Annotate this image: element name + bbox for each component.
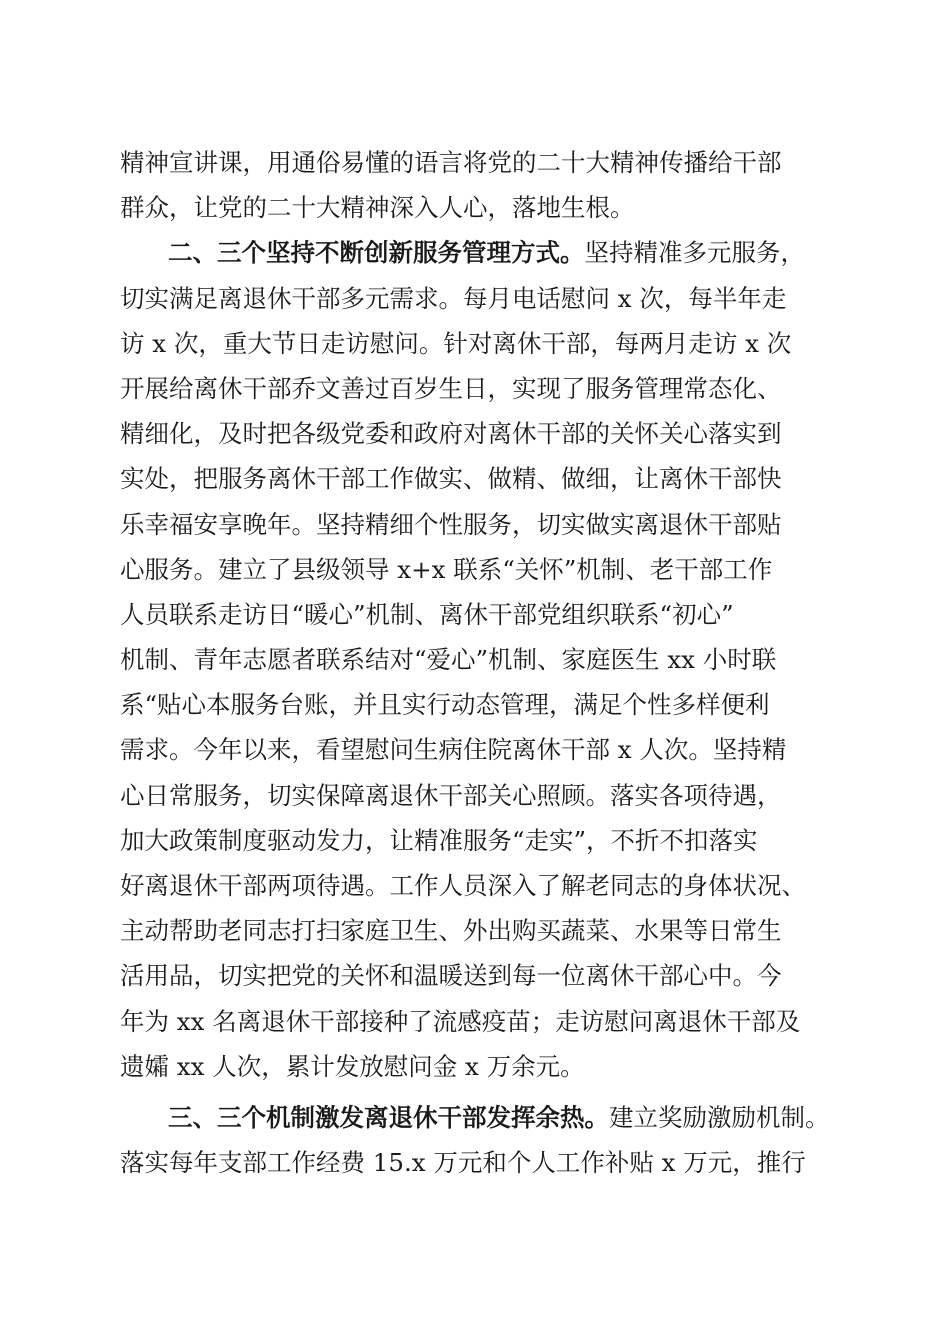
section3-heading: 三、三个机制激发离退休干部发挥余热。 (168, 1102, 609, 1132)
section2-line-9: 机制、青年志愿者联系结对“爱心”机制、家庭医生 xx 小时联 (120, 645, 777, 675)
intro-line-1: 精神宣讲课，用通俗易懂的语言将党的二十大精神传播给干部 (120, 148, 782, 177)
intro-line-2: 群众，让党的二十大精神深入人心，落地生根。 (120, 193, 635, 223)
section2-line-7: 心服务。建立了县级领导 x+x 联系“关怀”机制、老干部工作 (120, 554, 773, 584)
section2-line-2: 访 x 次，重大节日走访慰问。针对离休干部，每两月走访 x 次 (120, 328, 792, 358)
section2-line-13: 加大政策制度驱动发力，让精准服务“走实”，不折不扣落实 (120, 825, 758, 855)
section2-line-17: 年为 xx 名离退休干部接种了流感疫苗；走访慰问离退休干部及 (120, 1006, 801, 1036)
section2-line-15: 主动帮助老同志打扫家庭卫生、外出购买蔬菜、水果等日常生 (120, 916, 782, 946)
section2-line-4: 精细化，及时把各级党委和政府对离休干部的关怀关心落实到 (120, 419, 782, 449)
section2-first-line-text: 坚持精准多元服务， (584, 238, 805, 268)
section3-line-1: 落实每年支部工作经费 15.x 万元和个人工作补贴 x 万元，推行 (120, 1148, 806, 1178)
section2-line-18: 遗孀 xx 人次，累计发放慰问金 x 万余元。 (120, 1051, 585, 1081)
section2-line-3: 开展给离休干部乔文善过百岁生日，实现了服务管理常态化、 (120, 373, 782, 403)
section2-first-line (120, 230, 840, 275)
section3-first-line (120, 1095, 840, 1140)
section2-line-16: 活用品，切实把党的关怀和温暖送到每一位离休干部心中。今 (120, 961, 782, 991)
section2-line-12: 心日常服务，切实保障离退休干部关心照顾。落实各项待遇， (120, 780, 782, 810)
section2-line-1: 切实满足离退休干部多元需求。每月电话慰问 x 次，每半年走 (120, 283, 787, 313)
document-body (120, 140, 840, 1185)
section2-line-11: 需求。今年以来，看望慰问生病住院离休干部 x 人次。坚持精 (120, 735, 787, 765)
section3-first-line-text: 建立奖励激励机制。 (609, 1102, 830, 1132)
section2-line-10: 系“贴心本服务台账，并且实行动态管理，满足个性多样便利 (120, 690, 770, 720)
section2-line-14: 好离退休干部两项待遇。工作人员深入了解老同志的身体状况、 (120, 871, 806, 900)
section2-heading: 二、三个坚持不断创新服务管理方式。 (168, 238, 585, 268)
section2-line-5: 实处，把服务离休干部工作做实、做精、做细，让离休干部快 (120, 464, 782, 494)
section2-line-8: 人员联系走访日“暖心”机制、离休干部党组织联系“初心” (120, 599, 734, 629)
section2-line-6: 乐幸福安享晚年。坚持精细个性服务，切实做实离退休干部贴 (120, 509, 782, 539)
